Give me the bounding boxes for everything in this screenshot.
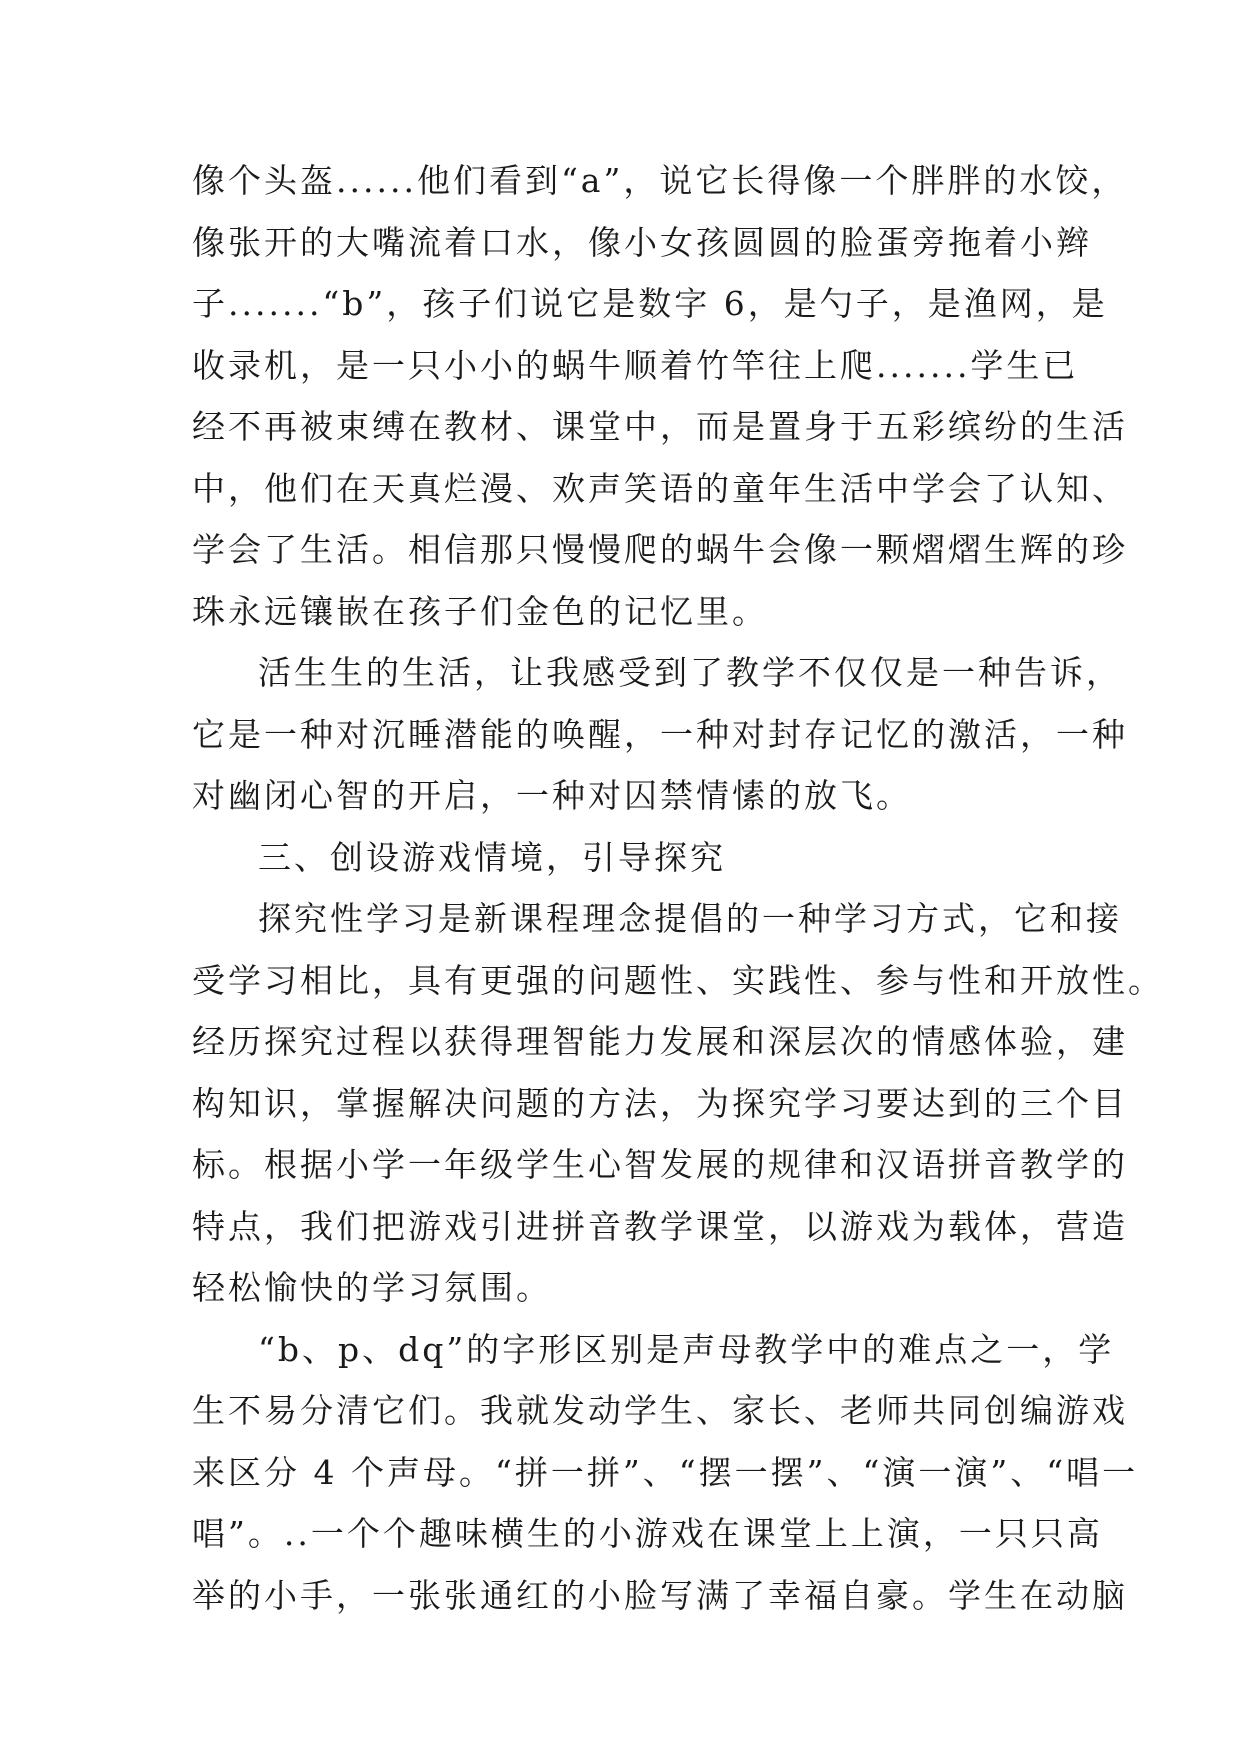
text-line: 来区分 4 个声母。“拼一拼”、“摆一摆”、“演一演”、“唱一	[192, 1452, 1139, 1492]
paragraph-first-line: “b、p、dq”的字形区别是声母教学中的难点之一，学	[258, 1329, 1115, 1369]
text-line: 构知识，掌握解决问题的方法，为探究学习要达到的三个目	[192, 1083, 1128, 1123]
text-line: 像张开的大嘴流着口水，像小女孩圆圆的脸蛋旁拖着小辫	[192, 222, 1092, 262]
body-text	[192, 150, 1164, 1626]
text-line: 它是一种对沉睡潜能的唤醒，一种对封存记忆的激活，一种	[192, 714, 1128, 754]
text-line: 收录机，是一只小小的蜗牛顺着竹竿往上爬.......学生已	[192, 345, 1079, 385]
text-line: 学会了生活。相信那只慢慢爬的蜗牛会像一颗熠熠生辉的珍	[192, 530, 1128, 569]
paragraph-first-line: 活生生的生活，让我感受到了教学不仅仅是一种告诉，	[258, 653, 1122, 692]
text-line: 经不再被束缚在教材、课堂中，而是置身于五彩缤纷的生活	[192, 407, 1128, 446]
paragraph-first-line: 探究性学习是新课程理念提倡的一种学习方式，它和接	[258, 899, 1122, 938]
text-line: 珠永远镶嵌在孩子们金色的记忆里。	[192, 591, 768, 631]
text-line: 标。根据小学一年级学生心智发展的规律和汉语拼音教学的	[192, 1145, 1128, 1184]
section-heading: 三、创设游戏情境，引导探究	[258, 837, 726, 877]
text-line: 举的小手，一张张通红的小脸写满了幸福自豪。学生在动脑	[192, 1575, 1128, 1615]
text-line: 像个头盔......他们看到“a”，说它长得像一个胖胖的水饺，	[192, 161, 1128, 200]
text-line: 中，他们在天真烂漫、欢声笑语的童年生活中学会了认知、	[192, 468, 1128, 508]
text-line: 受学习相比，具有更强的问题性、实践性、参与性和开放性。	[192, 960, 1164, 1000]
text-line: 生不易分清它们。我就发动学生、家长、老师共同创编游戏	[192, 1391, 1128, 1430]
text-line: 轻松愉快的学习氛围。	[192, 1268, 552, 1307]
text-line: 子.......“b”，孩子们说它是数字 6，是勺子，是渔网，是	[192, 284, 1108, 323]
text-line: 对幽闭心智的开启，一种对囚禁情愫的放飞。	[192, 776, 912, 815]
text-line: 唱”。..一个个趣味横生的小游戏在课堂上上演，一只只高	[192, 1514, 1103, 1553]
text-line: 特点，我们把游戏引进拼音教学课堂，以游戏为载体，营造	[192, 1206, 1128, 1246]
text-line: 经历探究过程以获得理智能力发展和深层次的情感体验，建	[192, 1022, 1128, 1061]
